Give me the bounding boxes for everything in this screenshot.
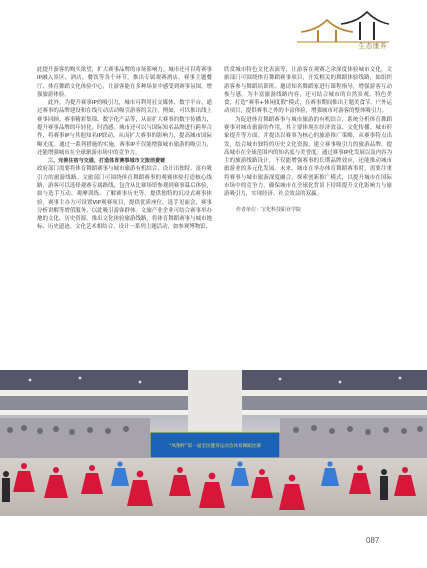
section-label: 生态康养 bbox=[358, 42, 387, 50]
paragraph: 欣赏城市特色文化表演等，让游客在观赛之余深度体验城市文化。文旅部门可围绕体育舞蹈赛事项目，开发相关的舞蹈体验线路，如组织游客参与舞蹈培训班、邀请知名舞蹈家进行课程指导，增强游客互动参与感。为丰富旅游线路内容，还可结合城市的自然景观、特色美食，打造“赛事+休闲度假”模式，在赛事期间推出主题美食节、户外运动项目，提供赛事之外的丰富体验，增强城市对游客的整体吸引力。 bbox=[224, 67, 392, 115]
paragraph: 为促进体育舞蹈赛事与城市旅游的有机结合，系统分析体育舞蹈赛事对城市旅游的作用，其主要体现在经济效益、文化传播、城市形象提升等方面。并提出以赛事为核心的旅游推广策略，从赛事特点出发，结合城市独特的历史文化资源，建立赛事吸引力的旅游品牌。提高城市在全球范围内的知名度与美誉度。通过赛事IP化发展以及内容为主的旅游线路设计，不仅能增强赛事的长期品牌效应，还能推动城市旅游业的多元化发展。未来，城市在举办体育舞蹈赛事时，需要注重将赛事与城市旅游深度融合，探索创新推广模式，以提升城市在国际市场中的竞争力，确保城市在全球化背景下持续提升文化影响力与旅游吸引力，实现经济、社会效益的双赢。 bbox=[224, 116, 393, 198]
section-header bbox=[297, 10, 389, 54]
right-text-column bbox=[224, 66, 392, 214]
paragraph: 此提升游客的购买欲望，扩大赛事品牌的市场影响力。城市还可以将赛事IP融入景区、酒店、餐饮等各个环节，推出专属观赛酒店、赛事主题餐厅、体育舞蹈文化体验中心，让游客能在多种场景中感受到赛事氛围，增强旅游体验。 bbox=[37, 67, 212, 98]
banner-text: “凤翔杯”第一届全民健身运动会体育舞蹈比赛 bbox=[168, 444, 262, 449]
paragraph: 政府部门需要将体育舞蹈赛事与城市旅游有机结合，设计出独特、富有吸引力的旅游线路。文旅部门可围绕体育舞蹈赛事的观赛体验打造核心线路，游客可以选择观赛专属路线，包含从比赛场馆参观到赛事幕后体验，如与选手互动、观摩训练、了解赛事历史等，提供独特的沉浸式赛事体验。赛事主办方可设置VIP观赛项目，提供优质座位、选手见面会、赛事分析讲解等增值服务，以此吸引游客群体。文旅产业企业可结合赛事举办地的文化、历史资源，推出文化体验旅游线路，将体育舞蹈赛事与城市地标、历史遗迹、文化艺术相结合，设计一系列主题活动，如参观博物馆、 bbox=[37, 166, 212, 231]
competition-scene bbox=[0, 370, 427, 516]
paragraph: 此外，为提升赛事IP的吸引力，城市可利用社交媒体、数字平台，通过赛事的品牌建设和在线互动活动吸引游客的关注。例如，可以推出线上赛事回顾、赛事精彩集锦、数字化产品等，从而扩大赛事的数字传播力，提升赛事品牌的年轻化。时尚感。城市还可以与国际知名品牌进行跨界合作，将赛事IP与其他知名IP联动，从而扩大赛事的影响力，提高城市国际曝光度。通过一系列措施的实施，赛事IP不仅能增强城市旅游的吸引力，还能增强城市在全球旅游市场中的竞争力。 bbox=[37, 100, 212, 156]
pavilion-roof-icon bbox=[297, 10, 389, 44]
page-number: 087 bbox=[366, 536, 380, 545]
section-subheading: 三、完善住宿与交通，打造体育赛事城市文旅消费链 bbox=[48, 158, 166, 165]
dance-competition-photo bbox=[0, 370, 427, 516]
author-affiliation: 作者单位：宝化科技职业学院 bbox=[236, 206, 302, 213]
left-text-column bbox=[37, 66, 212, 232]
